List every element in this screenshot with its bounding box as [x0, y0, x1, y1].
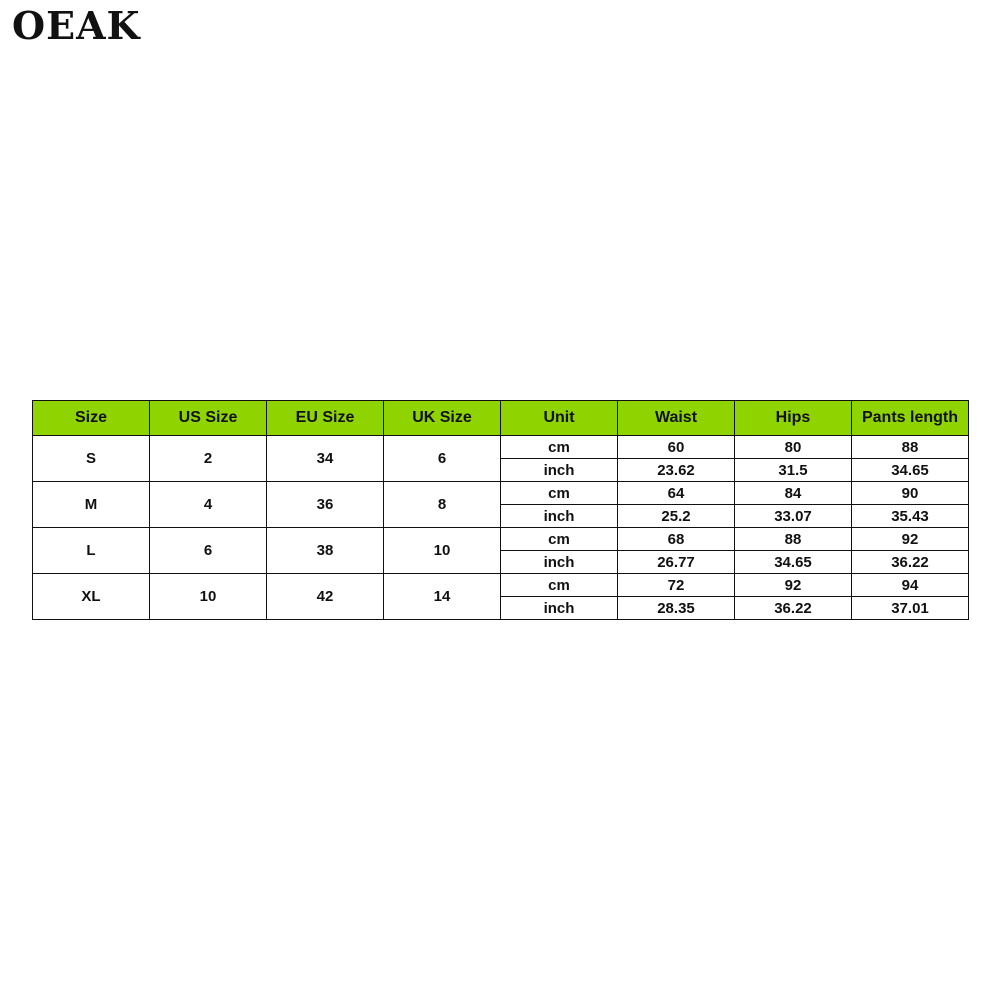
unit-cell: cm	[501, 528, 618, 551]
header-waist: Waist	[618, 401, 735, 436]
waist-cell: 68	[618, 528, 735, 551]
pants-length-cell: 36.22	[852, 551, 969, 574]
unit-cell: inch	[501, 459, 618, 482]
uk-size-cell: 10	[384, 528, 501, 574]
pants-length-cell: 35.43	[852, 505, 969, 528]
unit-cell: inch	[501, 597, 618, 620]
uk-size-cell: 6	[384, 436, 501, 482]
waist-cell: 23.62	[618, 459, 735, 482]
brand-logo: OEAK	[12, 3, 141, 48]
size-cell: L	[33, 528, 150, 574]
uk-size-cell: 8	[384, 482, 501, 528]
unit-cell: cm	[501, 482, 618, 505]
hips-cell: 34.65	[735, 551, 852, 574]
pants-length-cell: 90	[852, 482, 969, 505]
unit-cell: cm	[501, 574, 618, 597]
size-cell: S	[33, 436, 150, 482]
us-size-cell: 6	[150, 528, 267, 574]
pants-length-cell: 88	[852, 436, 969, 459]
table-header-row	[33, 401, 969, 436]
header-us-size: US Size	[150, 401, 267, 436]
hips-cell: 84	[735, 482, 852, 505]
eu-size-cell: 36	[267, 482, 384, 528]
pants-length-cell: 92	[852, 528, 969, 551]
table-row	[33, 482, 969, 505]
size-cell: M	[33, 482, 150, 528]
hips-cell: 36.22	[735, 597, 852, 620]
waist-cell: 60	[618, 436, 735, 459]
pants-length-cell: 94	[852, 574, 969, 597]
eu-size-cell: 38	[267, 528, 384, 574]
pants-length-cell: 34.65	[852, 459, 969, 482]
hips-cell: 33.07	[735, 505, 852, 528]
waist-cell: 64	[618, 482, 735, 505]
eu-size-cell: 42	[267, 574, 384, 620]
us-size-cell: 4	[150, 482, 267, 528]
header-hips: Hips	[735, 401, 852, 436]
unit-cell: cm	[501, 436, 618, 459]
header-eu-size: EU Size	[267, 401, 384, 436]
header-uk-size: UK Size	[384, 401, 501, 436]
hips-cell: 88	[735, 528, 852, 551]
header-pants-length: Pants length	[852, 401, 969, 436]
uk-size-cell: 14	[384, 574, 501, 620]
hips-cell: 80	[735, 436, 852, 459]
unit-cell: inch	[501, 505, 618, 528]
size-cell: XL	[33, 574, 150, 620]
us-size-cell: 2	[150, 436, 267, 482]
hips-cell: 92	[735, 574, 852, 597]
size-chart-table	[32, 400, 969, 620]
eu-size-cell: 34	[267, 436, 384, 482]
header-size: Size	[33, 401, 150, 436]
waist-cell: 28.35	[618, 597, 735, 620]
waist-cell: 26.77	[618, 551, 735, 574]
table-row	[33, 436, 969, 459]
hips-cell: 31.5	[735, 459, 852, 482]
waist-cell: 72	[618, 574, 735, 597]
unit-cell: inch	[501, 551, 618, 574]
table-row	[33, 574, 969, 597]
us-size-cell: 10	[150, 574, 267, 620]
pants-length-cell: 37.01	[852, 597, 969, 620]
table-row	[33, 528, 969, 551]
waist-cell: 25.2	[618, 505, 735, 528]
header-unit: Unit	[501, 401, 618, 436]
